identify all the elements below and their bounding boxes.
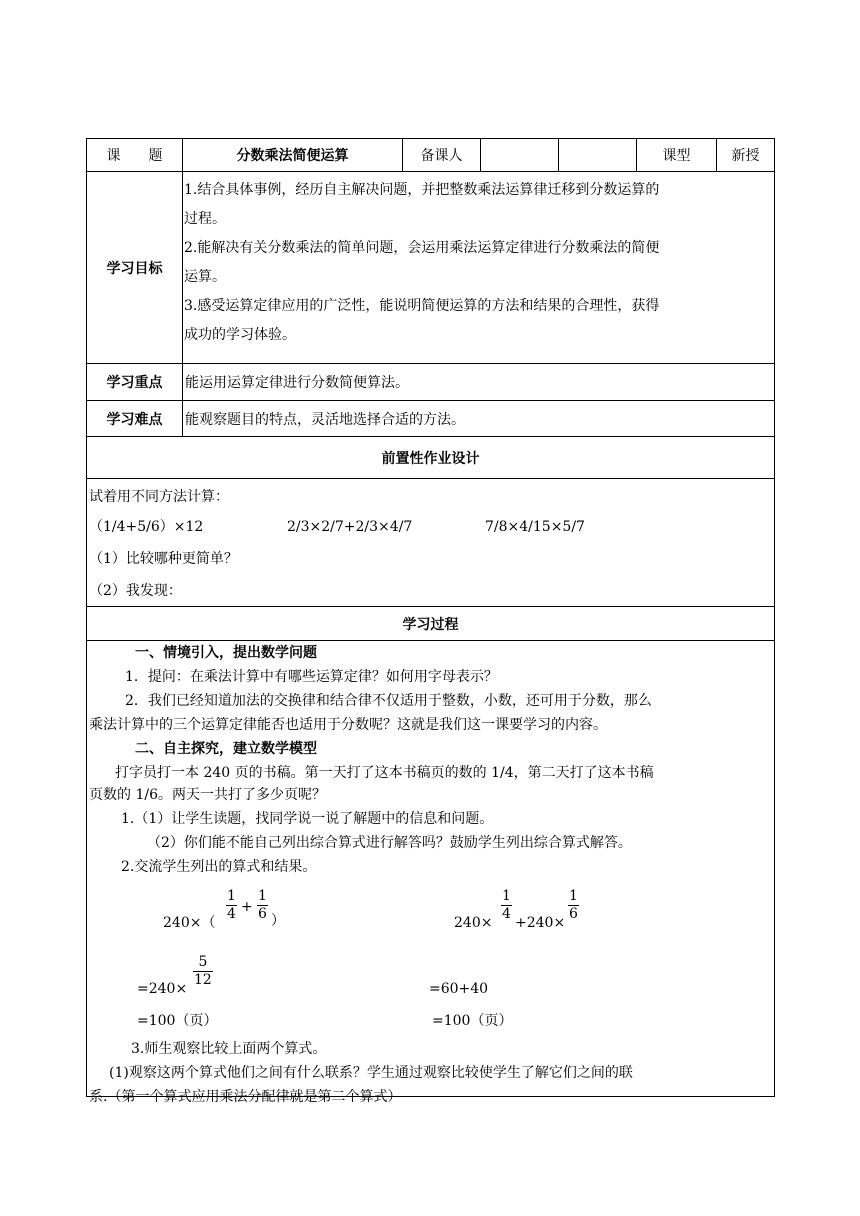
- topic-value: [183, 139, 403, 171]
- process-paragraph: 页数的 1/6。两天一共打了多少页呢？: [89, 787, 326, 803]
- process-title-row: [87, 607, 774, 641]
- topic-value-text: 分数乘法简便运算: [236, 148, 349, 164]
- pre-homework-title: [87, 437, 774, 478]
- difficulty-row: [87, 401, 774, 437]
- difficulty-value: 能观察题目的特点，灵活地选择合适的方法。: [185, 411, 465, 428]
- objectives-label-text: 学习目标: [106, 260, 163, 277]
- objective-line: 1.结合具体事例，经历自主解决问题，并把整数乘法运算律迁移到分数运算的: [184, 182, 660, 198]
- fraction-5-12: [193, 954, 213, 989]
- calc-right-line-2: =60+40: [429, 981, 489, 997]
- fraction-1-4: [501, 888, 512, 923]
- objective-line: 3.感受运算定律应用的广泛性，能说明简便运算的方法和结果的合理性，获得: [184, 298, 660, 314]
- preparer-label-text: 备课人: [420, 148, 463, 164]
- fraction-numerator: 1: [569, 888, 578, 904]
- type-value-text: 新授: [731, 148, 760, 164]
- key-point-row: [87, 364, 774, 401]
- process-paragraph: 乘法计算中的三个运算定律能否也适用于分数呢？这就是我们这一课要学习的内容。: [89, 717, 607, 733]
- pre-homework-expr-2: 2/3×2/7+2/3×4/7: [287, 519, 413, 535]
- section-heading-1: 一、情境引入，提出数学问题: [135, 645, 317, 661]
- difficulty-label: [87, 401, 183, 436]
- objective-line: 成功的学习体验。: [184, 327, 296, 343]
- section-heading-2: 二、自主探究，建立数学模型: [135, 741, 317, 757]
- difficulty-label-text: 学习难点: [106, 411, 163, 428]
- process-paragraph: 打字员打一本 240 页的书稿。第一天打了这本书稿页的数的 1/4，第二天打了这本书稿: [115, 765, 654, 781]
- blank-cell: [559, 139, 637, 171]
- objectives-label: [87, 172, 183, 363]
- key-point-text: [183, 364, 774, 400]
- objective-line: 运算。: [184, 269, 226, 285]
- pre-homework-expr-1: （1/4+5/6）×12: [89, 519, 204, 535]
- calc-right-line-1a: 240×: [454, 915, 493, 931]
- header-row: [87, 139, 774, 172]
- pre-homework-expr-3: 7/8×4/15×5/7: [485, 519, 585, 535]
- difficulty-text: [183, 401, 774, 436]
- process-paragraph: (1)观察这两个算式他们之间有什么联系？学生通过观察比较使学生了解它们之间的联: [109, 1065, 633, 1081]
- pre-homework-intro: 试着用不同方法计算：: [89, 489, 229, 505]
- key-point-label: [87, 364, 183, 400]
- pre-homework-title-text: 前置性作业设计: [381, 450, 480, 467]
- pre-homework-q1: （1）比较哪种更简单？: [89, 551, 238, 567]
- fraction-denominator: 12: [194, 972, 212, 988]
- type-label-text: 课型: [662, 148, 691, 164]
- type-value: [717, 139, 774, 171]
- objective-line: 过程。: [184, 211, 226, 227]
- fraction-denominator: 4: [502, 906, 511, 922]
- process-title: [87, 607, 774, 640]
- calc-left-line-2: =240×: [137, 981, 188, 997]
- process-paragraph: 1.（1）让学生读题，找同学说一说了解题中的信息和问题。: [121, 811, 494, 827]
- process-paragraph: （2）你们能不能自己列出综合算式进行解答吗？鼓励学生列出综合算式解答。: [147, 835, 632, 851]
- fraction-1-6: [257, 888, 268, 923]
- calc-left-line-1a: 240×（: [163, 915, 216, 931]
- preparer-label: [403, 139, 481, 171]
- calc-right-line-3: =100（页）: [432, 1013, 513, 1029]
- calc-right-line-1b: +240×: [515, 915, 566, 931]
- fraction-1-6: [568, 888, 579, 923]
- lesson-plan-table: [86, 138, 775, 1105]
- process-paragraph: 2.交流学生列出的算式和结果。: [121, 859, 317, 875]
- fraction-denominator: 6: [258, 906, 267, 922]
- process-paragraph: 1．提问：在乘法计算中有哪些运算定律？如何用字母表示？: [125, 669, 498, 685]
- calc-left-line-3: =100（页）: [137, 1013, 218, 1029]
- key-point-value: 能运用运算定律进行分数简便算法。: [185, 375, 409, 391]
- topic-label-text: 课 题: [106, 148, 163, 164]
- fraction-numerator: 5: [198, 954, 208, 970]
- fraction-1-4: [226, 888, 237, 923]
- preparer-value: [481, 139, 559, 171]
- process-title-text: 学习过程: [402, 616, 459, 633]
- process-paragraph: 3.师生观察比较上面两个算式。: [131, 1041, 327, 1057]
- fraction-numerator: 1: [227, 888, 236, 904]
- type-label: [637, 139, 717, 171]
- plus-sign: +: [241, 899, 253, 915]
- process-body: [87, 641, 774, 1105]
- fraction-denominator: 4: [227, 906, 236, 922]
- calc-left-line-1b: ）: [271, 913, 285, 929]
- process-paragraph: 系.（第一个算式应用乘法分配律就是第二个算式）: [89, 1089, 402, 1105]
- process-paragraph: 2．我们已经知道加法的交换律和结合律不仅适用于整数，小数，还可用于分数，那么: [125, 693, 652, 709]
- objectives-content: [184, 176, 770, 350]
- objective-line: 2.能解决有关分数乘法的简单问题，会运用乘法运算定律进行分数乘法的简便: [184, 240, 660, 256]
- fraction-denominator: 6: [569, 906, 578, 922]
- fraction-numerator: 1: [258, 888, 267, 904]
- pre-homework-q2: （2）我发现：: [89, 583, 182, 599]
- objectives-row: [87, 172, 774, 364]
- topic-label: [87, 139, 183, 171]
- pre-homework-title-row: [87, 437, 774, 479]
- fraction-numerator: 1: [502, 888, 511, 904]
- pre-homework-body: [87, 479, 774, 607]
- key-point-label-text: 学习重点: [106, 375, 163, 391]
